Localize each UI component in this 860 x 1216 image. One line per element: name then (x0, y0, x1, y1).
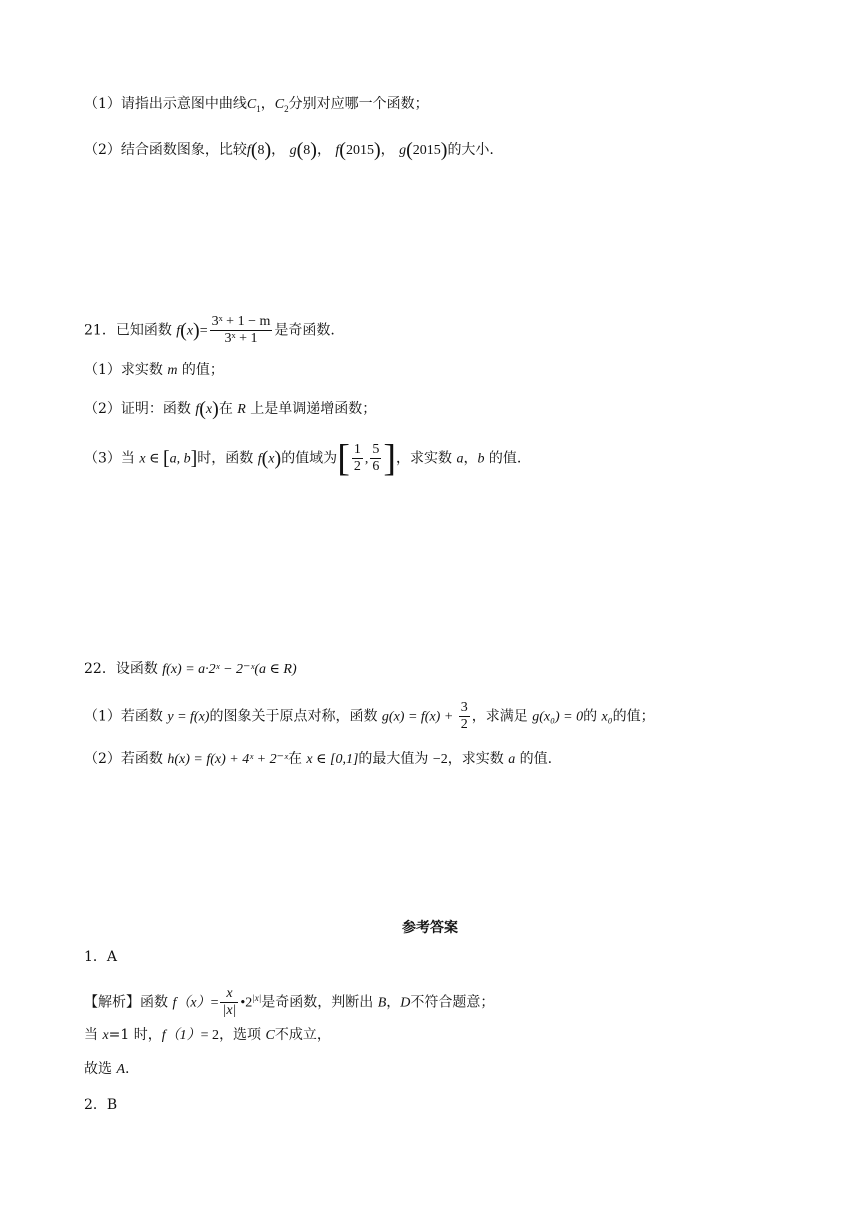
q22-stem-prefix: 22．设函数 (84, 661, 163, 677)
answer-1: 1．A (84, 949, 118, 965)
answer-1-line2 (84, 1024, 331, 1047)
q22-part2 (84, 748, 552, 771)
q22-dom: x ∈ [0,1] (306, 752, 359, 767)
q21-interval: a, b (169, 451, 191, 467)
q20-arg1: 8 (257, 143, 265, 158)
q21-stem-suffix: 是奇函数. (274, 322, 335, 339)
analysis-prefix: 函数 (140, 994, 173, 1011)
q21-part2-mid: 在 (218, 401, 238, 417)
q22-val: −2 (432, 752, 448, 767)
q20-sep1: ， (271, 142, 286, 158)
analysis-tag: 【解析】 (84, 994, 140, 1011)
q21-part3-mid2: 的值域为 (281, 450, 338, 467)
q21-part2-f: f (195, 402, 200, 417)
q20-part2: （2）结合函数图象，比较f(8)， g(8)， f(2015)， g(2015)的大小. (84, 139, 494, 161)
q20-sep3: ， (380, 142, 395, 158)
q22-part2-prefix: （2）若函数 (84, 751, 168, 767)
q22-g: g(x) = f(x) + (381, 709, 457, 725)
q21-part1-suffix: 的值； (177, 362, 224, 378)
line2-mid: ，选项 (219, 1027, 266, 1043)
line2-end: 不成立， (274, 1027, 331, 1043)
q20-arg4: 2015 (412, 143, 441, 158)
analysis-D: D (400, 995, 411, 1011)
q22-cond: g(x₀) = 0 (532, 709, 584, 725)
q21-den: 3ˣ + 1 (224, 331, 258, 346)
q20-c2-sub: 2 (284, 103, 289, 114)
analysis-dot: • (240, 995, 246, 1011)
q20-c2: C (274, 97, 285, 112)
analysis-eq: = (210, 995, 219, 1011)
analysis-exp: |x| (252, 992, 262, 1003)
q21-x: x (186, 323, 194, 339)
q21-part3-f: f (257, 451, 262, 467)
q21-part2: （2）证明：函数 f(x)在 R 上是单调递增函数； (84, 398, 377, 420)
q22-part1-mid: 的图象关于原点对称，函数 (209, 708, 382, 725)
answers-heading: 参考答案 (402, 920, 458, 936)
q21-n2: 5 (372, 442, 380, 457)
line2-C: C (265, 1028, 275, 1043)
q21-part2-suffix: 上是单调递增函数； (245, 401, 377, 417)
q20-part1 (84, 93, 429, 120)
q20-f2: f (335, 143, 340, 158)
q20-g2: g (399, 143, 407, 158)
q22-part1-end: 的值； (612, 708, 655, 725)
q22-part2-mid: 在 (287, 751, 307, 767)
q22-part1-mid2: ，求满足 (471, 708, 533, 725)
q21-part3-end: 的值. (484, 450, 522, 467)
q21-n1: 1 (353, 442, 361, 457)
q22-h: h(x) = f(x) + 4ˣ + 2⁻ˣ (167, 752, 288, 767)
q21-R: R (237, 402, 246, 417)
q21-f: f (176, 323, 181, 339)
q20-arg2: 8 (303, 143, 311, 158)
q22-part1-mid3: 的 (583, 708, 602, 725)
q21-b: b (477, 451, 485, 467)
q22-fn: 3 (460, 700, 468, 715)
q22-part1 (84, 700, 655, 733)
answer-1-line3 (84, 1058, 129, 1081)
q21-part3: （3）当 x ∈ [a, b]时，函数 f(x)的值域为[ $\frac{1}{2}$ , $\frac{5}{6}$ ]，求实数 a，b 的值. (84, 437, 522, 480)
q21-fraction (210, 314, 273, 347)
analysis-comma: ， (386, 994, 401, 1011)
analysis-two: 2 (245, 995, 253, 1011)
line2-f1: f（1） (161, 1028, 201, 1043)
q21-part2-x: x (205, 402, 213, 417)
q21-part3-mid1: 时，函数 (197, 450, 258, 467)
q21-frac-fivesixth (370, 442, 381, 475)
q22-part2-mid2: 的最大值为 (358, 751, 433, 767)
analysis-den: |x| (222, 1003, 237, 1018)
q22-part2-end: 的值. (515, 751, 553, 767)
q22-x0: x₀ (601, 709, 613, 725)
line3-end: . (125, 1061, 130, 1077)
q21-part1 (84, 359, 224, 382)
analysis-end: 不符合题意； (410, 994, 495, 1011)
q21-part3-x: x (268, 451, 275, 467)
q22-fd: 2 (460, 717, 468, 732)
line2-x: x (102, 1028, 109, 1043)
q22-frac (459, 700, 470, 733)
q21-part1-prefix: （1）求实数 (84, 362, 168, 378)
q20-part2-prefix: （2）结合函数图象，比较 (84, 142, 247, 158)
line2-eq: =1 时， (108, 1027, 162, 1043)
q20-sep2: ， (316, 142, 331, 158)
q22-stem (84, 658, 297, 681)
q22-stem-formula: f(x) = a·2ˣ − 2⁻ˣ(a ∈ R) (162, 662, 297, 677)
q21-part3-prefix: （3）当 (84, 450, 140, 467)
analysis-num: x (220, 986, 238, 1003)
q20-part1-prefix: （1）请指出示意图中曲线 (84, 96, 247, 112)
line3-prefix: 故选 (84, 1061, 117, 1077)
answer-1-analysis (84, 986, 494, 1019)
q20-g1: g (289, 143, 297, 158)
q21-m: m (167, 363, 178, 378)
analysis-fx: f（x） (172, 995, 211, 1011)
q20-arg3: 2015 (345, 143, 374, 158)
q21-d1: 2 (353, 459, 361, 474)
q21-d2: 6 (372, 459, 380, 474)
analysis-frac (220, 986, 238, 1019)
q20-part2-suffix: 的大小. (447, 142, 494, 158)
line2-prefix: 当 (84, 1027, 103, 1043)
q21-stem-prefix: 21．已知函数 (84, 322, 177, 339)
q20-comma: ， (260, 96, 275, 112)
analysis-suffix: 是奇函数，判断出 (261, 994, 378, 1011)
q22-a: a (508, 752, 516, 767)
q22-part1-prefix: （1）若函数 (84, 708, 168, 725)
q21-comma: ， (463, 450, 478, 467)
q22-y: y = f(x) (167, 709, 210, 725)
q21-part2-prefix: （2）证明：函数 (84, 401, 196, 417)
answer-2: 2．B (84, 1097, 118, 1113)
q21-a: a (456, 451, 464, 467)
q21-part3-suffix: ，求实数 (396, 450, 457, 467)
q20-f1: f (246, 143, 251, 158)
q21-part3-in: x ∈ (139, 451, 163, 467)
line3-A: A (116, 1062, 126, 1077)
q21-stem: 21．已知函数 f(x)= $\frac{\text{3ˣ + 1 − m}}{\text{3ˣ + 1}}$ 是奇函数. (84, 314, 335, 346)
q20-c1-sub: 1 (256, 103, 261, 114)
q21-num: 3ˣ + 1 − m (211, 314, 271, 329)
analysis-B: B (377, 995, 387, 1011)
q20-c1: C (246, 97, 257, 112)
q22-part2-suffix: ，求实数 (447, 751, 509, 767)
q20-part1-suffix: 分别对应哪一个函数； (288, 96, 429, 112)
line2-val: = 2 (200, 1028, 220, 1043)
q21-frac-half (352, 442, 363, 475)
